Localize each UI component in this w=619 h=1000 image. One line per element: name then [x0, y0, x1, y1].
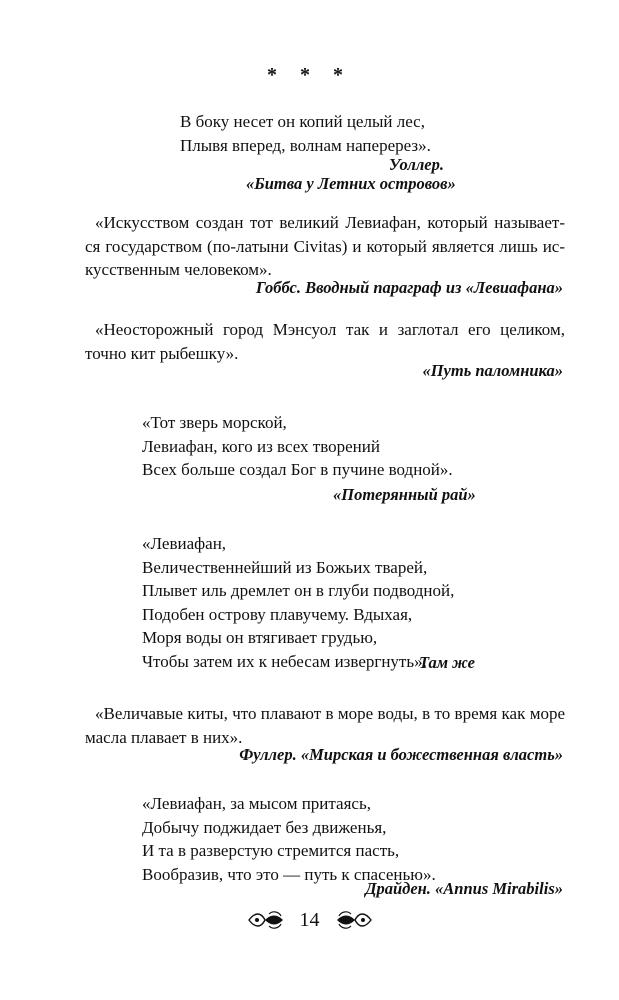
prose-line: «Величавые киты, что плавают в море воды, в то время как море [95, 704, 565, 723]
verse-line: Моря воды он втягивает грудью, [142, 628, 378, 647]
epigraph-paradise-2-attribution: Там же [419, 653, 475, 672]
epigraph-paradise-attribution: «Потерянный рай» [333, 485, 476, 504]
prose-line: масла плавает в них». [85, 727, 243, 747]
prose-line: точно кит рыбешку». [85, 343, 239, 363]
prose-line: ся государством (по-латыни Civitas) и который является лишь ис- [85, 236, 565, 256]
epigraph-fuller-text [85, 702, 565, 749]
verse-line: Левиафан, кого из всех творений [142, 436, 380, 456]
right-ornament-icon [333, 910, 373, 930]
verse-line: «Левиафан, [142, 534, 227, 553]
page-number: 14 [299, 908, 320, 931]
epigraph-waller-source: «Битва у Летних островов» [246, 174, 456, 193]
verse-line: Добычу поджидает без движенья, [142, 817, 387, 837]
epigraph-fuller-attribution: Фуллер. «Мирская и божественная власть» [239, 745, 563, 764]
section-separator: * * * [267, 64, 352, 86]
verse-line: В боку несет он копий целый лес, [180, 112, 425, 131]
epigraph-hobbes-text [85, 211, 565, 282]
epigraph-paradise-2-verse [142, 532, 454, 673]
verse-line: Плывя вперед, волнам наперерез». [180, 135, 431, 155]
epigraph-dryden-verse [142, 792, 436, 886]
verse-line: Подобен острову плавучему. Вдыхая, [142, 604, 413, 624]
prose-line: «Искусством создан тот великий Левиафан, который называет- [95, 213, 565, 232]
epigraph-waller-author: Уоллер. [388, 155, 444, 174]
epigraph-paradise-verse [142, 411, 453, 482]
verse-line: «Левиафан, за мысом притаясь, [142, 794, 371, 813]
page-footer [0, 908, 619, 932]
epigraph-waller-verse [180, 110, 431, 157]
prose-line: «Неосторожный город Мэнсуол так и заглотал его целиком, [95, 320, 565, 339]
epigraph-dryden-attribution: Драйден. «Annus Mirabilis» [365, 879, 563, 898]
verse-line: Чтобы затем их к небесам извергнуть». [142, 651, 427, 671]
left-ornament-icon [247, 910, 287, 930]
epigraph-pilgrim-text [85, 318, 565, 365]
verse-line: Всех больше создал Бог в пучине водной». [142, 460, 453, 479]
verse-line: Плывет иль дремлет он в глуби подводной, [142, 581, 455, 600]
epigraph-pilgrim-attribution: «Путь паломника» [422, 361, 563, 380]
epigraph-hobbes-attribution: Гоббс. Вводный параграф из «Левиафана» [255, 278, 563, 297]
verse-line: Вообразив, что это — путь к спасенью». [142, 864, 436, 884]
verse-line: «Тот зверь морской, [142, 413, 287, 432]
verse-line: Величественнейший из Божьих тварей, [142, 557, 428, 577]
verse-line: И та в разверстую стремится пасть, [142, 841, 400, 860]
prose-line: кусственным человеком». [85, 260, 272, 279]
